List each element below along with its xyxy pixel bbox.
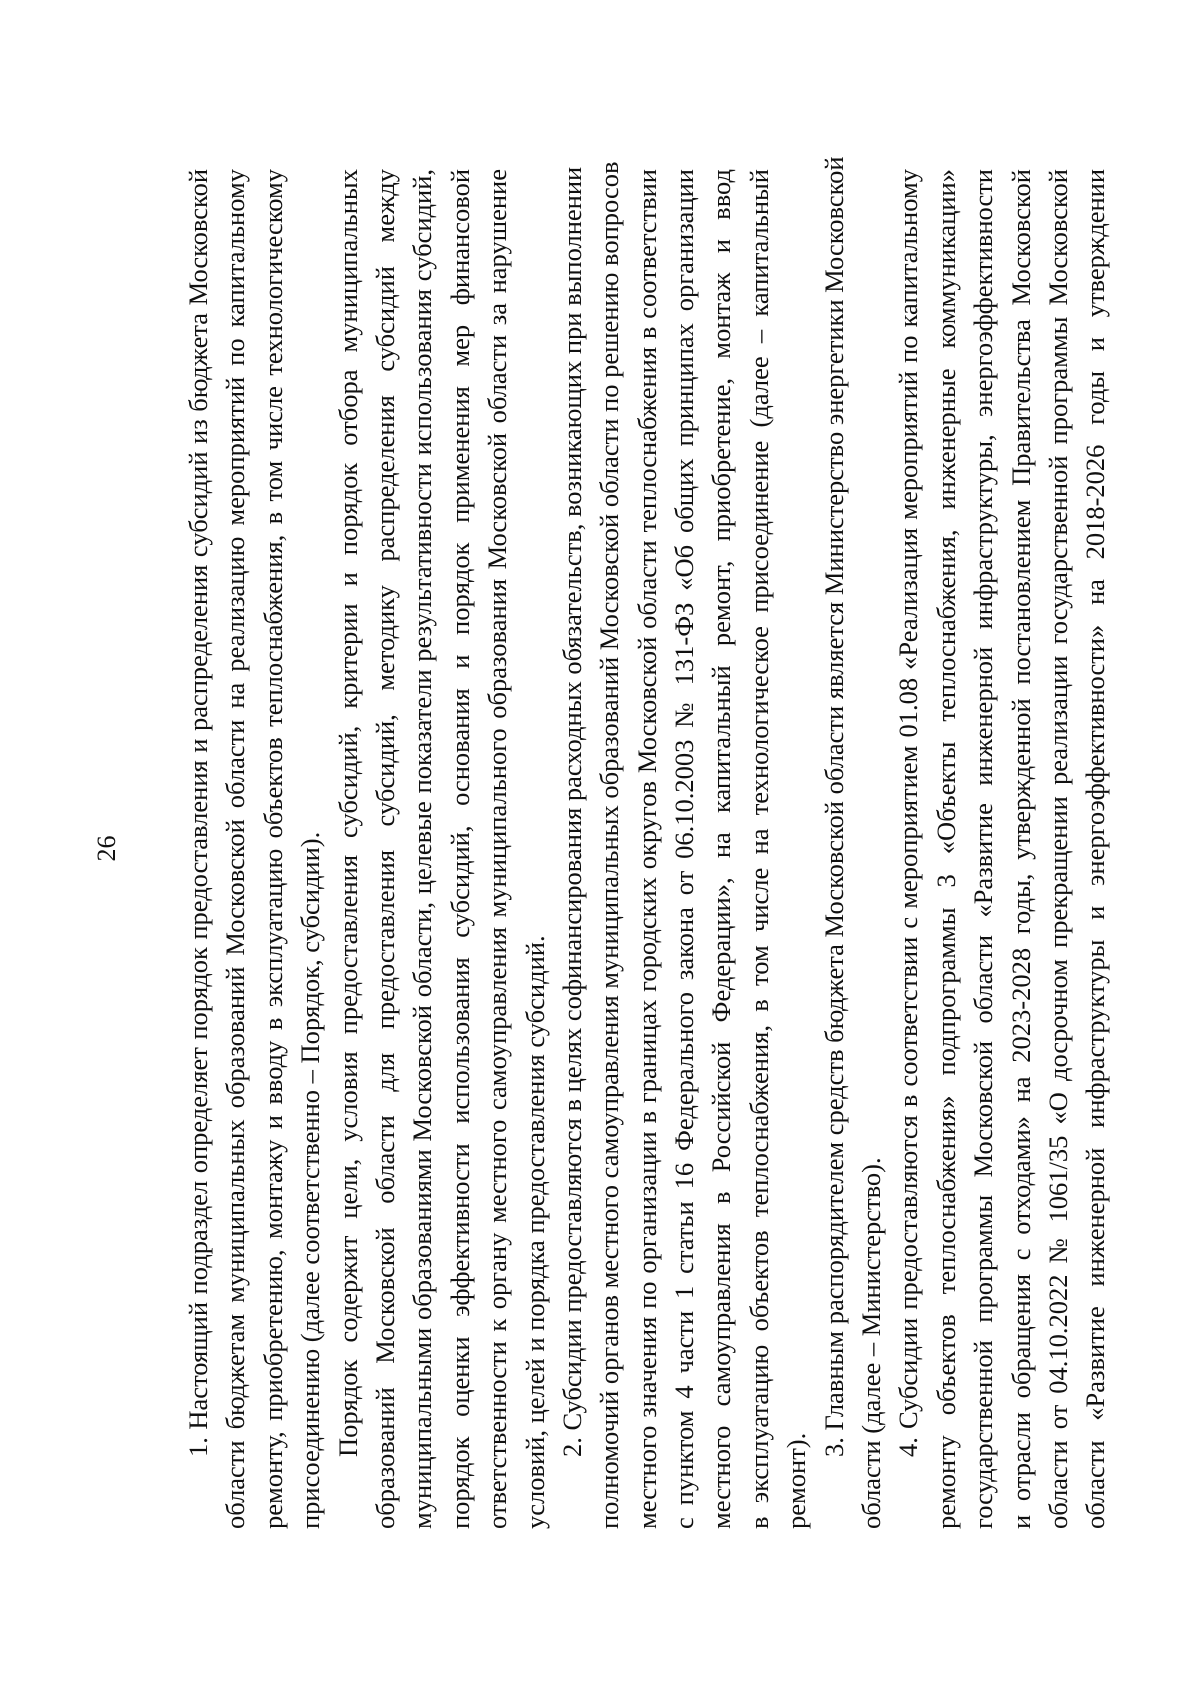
text-line: ответственности к органу местного самоуправления муниципального образования Московской области за нарушение (482, 169, 513, 1529)
text-line: условий, целей и порядка предоставления субсидий. (519, 935, 550, 1529)
text-line: ремонту, приобретению, монтажу и вводу в эксплуатацию объектов теплоснабжения, в том числе технологическому (257, 169, 288, 1529)
page-number: 26 (92, 835, 121, 862)
text-line: местного значения по организации в границах городских округов Московской области теплоснабжения в соответствии (631, 169, 662, 1529)
text-line: порядок оценки эффективности использования субсидий, основания и порядок применения мер финансовой (444, 169, 475, 1529)
text-line: с пунктом 4 части 1 статьи 16 Федерального закона от 06.10.2003 № 131-ФЗ «Об общих принципах организации (669, 169, 700, 1529)
text-line: области от 04.10.2022 № 1061/35 «О досрочном прекращении реализации государственной программы Московской (1042, 169, 1073, 1529)
text-line: области бюджетам муниципальных образований Московской области на реализацию мероприятий по капитальному (220, 169, 251, 1529)
text-line: области «Развитие инженерной инфраструктуры и энергоэффективности» на 2018-2026 годы и утверждении (1080, 169, 1111, 1529)
text-line: 3. Главным распорядителем средств бюджета Московской области является Министерство энергетики Московской (818, 156, 849, 1457)
text-line: присоединению (далее соответственно – Порядок, субсидии). (295, 831, 326, 1529)
text-line: ремонт). (781, 1432, 812, 1529)
text-line: области (далее – Министерство). (856, 1157, 887, 1529)
text-line: 1. Настоящий подраздел определяет порядок предоставления и распределения субсидий из бюджета Московской (183, 169, 213, 1457)
text-line: образований Московской области для предоставления субсидий, методику распределения субсидий между (369, 169, 400, 1529)
document-body (180, 156, 1115, 1529)
text-line: 2. Субсидии предоставляются в целях софинансирования расходных обязательств, возникающих при выполнении (556, 166, 587, 1457)
text-line: 4. Субсидии предоставляются в соответствии с мероприятием 01.08 «Реализация мероприятий по капитальному (893, 169, 924, 1457)
text-line: муниципальными образованиями Московской области, целевые показатели результативности использования субсидий, (407, 169, 438, 1529)
text-line: и отрасли обращения с отходами» на 2023-2028 годы, утвержденной постановлением Правительства Московской (1005, 169, 1036, 1529)
text-line: местного самоуправления в Российской Федерации», на капитальный ремонт, приобретение, монтаж и ввод (706, 169, 737, 1529)
text-line: ремонту объектов теплоснабжения» подпрограммы 3 «Объекты теплоснабжения, инженерные коммуникации» (930, 169, 961, 1529)
text-line: полномочий органов местного самоуправления муниципальных образований Московской области по решению вопросов (594, 161, 625, 1529)
text-line: государственной программы Московской области «Развитие инженерной инфраструктуры, энергоэффективности (968, 169, 999, 1529)
text-line: Порядок содержит цели, условия предоставления субсидий, критерии и порядок отбора муниципальных (332, 169, 363, 1457)
text-line: в эксплуатацию объектов теплоснабжения, в том числе на технологическое присоединение (далее – капитальный (743, 169, 774, 1529)
